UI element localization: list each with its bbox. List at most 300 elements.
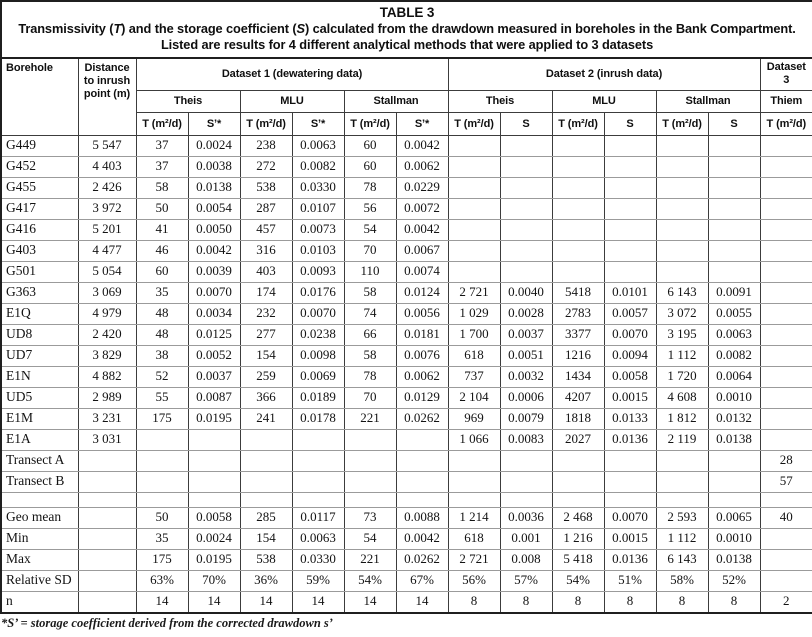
- table-cell: 2 468: [552, 508, 604, 529]
- table-cell: [760, 220, 812, 241]
- table-cell: 221: [344, 550, 396, 571]
- table-cell: 0.0238: [292, 325, 344, 346]
- table-cell: 287: [240, 199, 292, 220]
- header-unit-s: S: [604, 113, 656, 136]
- table-row: [1, 430, 812, 451]
- table-cell: 57%: [500, 571, 552, 592]
- header-unit-t: T (m²/d): [760, 113, 812, 136]
- table-cell: 0.0070: [292, 304, 344, 325]
- table-cell: [604, 493, 656, 508]
- table-cell: 5 054: [78, 262, 136, 283]
- table-cell: 0.0107: [292, 199, 344, 220]
- table-cell: [500, 451, 552, 472]
- table-cell: 0.0262: [396, 409, 448, 430]
- table-row: [1, 220, 812, 241]
- table-cell: [604, 199, 656, 220]
- table-cell: 0.0042: [188, 241, 240, 262]
- title-row: [1, 1, 812, 58]
- table-cell: 58%: [656, 571, 708, 592]
- table-row: [1, 325, 812, 346]
- table-cell: 0.0124: [396, 283, 448, 304]
- table-cell: 0.008: [500, 550, 552, 571]
- table-cell: 73: [344, 508, 396, 529]
- header-distance: Distance to inrush point (m): [78, 58, 136, 136]
- table-cell: 8: [552, 592, 604, 613]
- table-cell: 0.0136: [604, 430, 656, 451]
- table-cell: [188, 451, 240, 472]
- table-cell: [760, 550, 812, 571]
- table-cell: 0.0042: [396, 220, 448, 241]
- table-cell: 2 721: [448, 550, 500, 571]
- table-cell: 0.0330: [292, 550, 344, 571]
- table-cell: 2 426: [78, 178, 136, 199]
- table-cell: 0.0103: [292, 241, 344, 262]
- table-cell: 241: [240, 409, 292, 430]
- table-cell: 0.0063: [292, 529, 344, 550]
- table-cell: [448, 241, 500, 262]
- table-cell: 0.0132: [708, 409, 760, 430]
- table-cell: 8: [708, 592, 760, 613]
- row-label: G363: [1, 283, 78, 304]
- table-cell: 48: [136, 325, 188, 346]
- table-cell: 737: [448, 367, 500, 388]
- table-cell: 14: [188, 592, 240, 613]
- table-cell: 56%: [448, 571, 500, 592]
- table-cell: [78, 451, 136, 472]
- table-cell: 0.0070: [604, 325, 656, 346]
- table-cell: [500, 178, 552, 199]
- table-cell: [78, 571, 136, 592]
- caption-symbol-T: T: [113, 21, 122, 37]
- table-cell: [656, 472, 708, 493]
- table-cell: [552, 199, 604, 220]
- table-cell: 1 812: [656, 409, 708, 430]
- table-cell: 0.0042: [396, 136, 448, 157]
- table-cell: [552, 157, 604, 178]
- table-cell: 8: [500, 592, 552, 613]
- table-cell: 1 214: [448, 508, 500, 529]
- table-row: [1, 571, 812, 592]
- table-row: [1, 346, 812, 367]
- header-method-theis-d2: Theis: [448, 91, 552, 113]
- table-cell: [760, 367, 812, 388]
- table-cell: 14: [240, 592, 292, 613]
- table-cell: 28: [760, 451, 812, 472]
- table-cell: 0.0138: [708, 550, 760, 571]
- table-cell: [396, 472, 448, 493]
- table-cell: 0.0176: [292, 283, 344, 304]
- row-label: Min: [1, 529, 78, 550]
- table-cell: 110: [344, 262, 396, 283]
- table-cell: [78, 493, 136, 508]
- table-cell: 0.0067: [396, 241, 448, 262]
- table-cell: 35: [136, 529, 188, 550]
- table-cell: [760, 346, 812, 367]
- table-cell: [552, 220, 604, 241]
- table-cell: [240, 472, 292, 493]
- table-title-block: [1, 1, 812, 58]
- table-cell: 0.0076: [396, 346, 448, 367]
- header-method-stallman-d2: Stallman: [656, 91, 760, 113]
- table-row: [1, 367, 812, 388]
- table-cell: 0.0024: [188, 136, 240, 157]
- table-cell: [656, 262, 708, 283]
- table-cell: [708, 493, 760, 508]
- table-cell: 0.0006: [500, 388, 552, 409]
- table-cell: [136, 430, 188, 451]
- table-cell: 0.0079: [500, 409, 552, 430]
- table-cell: 154: [240, 529, 292, 550]
- table-cell: 0.0037: [188, 367, 240, 388]
- table-cell: 48: [136, 304, 188, 325]
- table-cell: 285: [240, 508, 292, 529]
- header-unit-s: S: [500, 113, 552, 136]
- table-cell: [500, 220, 552, 241]
- table-cell: 1 700: [448, 325, 500, 346]
- table-cell: [448, 451, 500, 472]
- table-cell: 0.0072: [396, 199, 448, 220]
- table-cell: 0.0010: [708, 388, 760, 409]
- table-cell: 259: [240, 367, 292, 388]
- table-cell: 3 069: [78, 283, 136, 304]
- row-label: Transect B: [1, 472, 78, 493]
- table-cell: [760, 325, 812, 346]
- table-cell: 3 195: [656, 325, 708, 346]
- table-cell: 67%: [396, 571, 448, 592]
- table-cell: 38: [136, 346, 188, 367]
- row-label: G416: [1, 220, 78, 241]
- table-cell: 0.0062: [396, 367, 448, 388]
- table-cell: [604, 451, 656, 472]
- table-cell: [708, 157, 760, 178]
- table-cell: 1 029: [448, 304, 500, 325]
- row-label: G403: [1, 241, 78, 262]
- table-cell: [448, 199, 500, 220]
- table-cell: 0.0069: [292, 367, 344, 388]
- header-dataset1: Dataset 1 (dewatering data): [136, 58, 448, 91]
- table-cell: [760, 178, 812, 199]
- table-cell: 8: [604, 592, 656, 613]
- table-cell: [708, 451, 760, 472]
- table-cell: 0.0028: [500, 304, 552, 325]
- header-method-theis-d1: Theis: [136, 91, 240, 113]
- table-cell: 174: [240, 283, 292, 304]
- table-cell: 0.0091: [708, 283, 760, 304]
- table-cell: [448, 220, 500, 241]
- table-cell: 1434: [552, 367, 604, 388]
- table-row: [1, 136, 812, 157]
- table-cell: [136, 451, 188, 472]
- table-cell: 0.0195: [188, 409, 240, 430]
- table-cell: 54%: [344, 571, 396, 592]
- table-cell: 74: [344, 304, 396, 325]
- table-cell: [78, 550, 136, 571]
- table-cell: 0.0138: [708, 430, 760, 451]
- table-cell: 0.0064: [708, 367, 760, 388]
- table-cell: 4 979: [78, 304, 136, 325]
- table-cell: [604, 262, 656, 283]
- table-cell: 0.0042: [396, 529, 448, 550]
- table-cell: 175: [136, 409, 188, 430]
- header-unit-t: T (m²/d): [656, 113, 708, 136]
- table-cell: [396, 493, 448, 508]
- table-cell: [760, 409, 812, 430]
- row-label: UD8: [1, 325, 78, 346]
- table-row: [1, 451, 812, 472]
- table-cell: 56: [344, 199, 396, 220]
- header-unit-t: T (m²/d): [552, 113, 604, 136]
- table-cell: [396, 430, 448, 451]
- table-cell: [344, 430, 396, 451]
- table-cell: 4 403: [78, 157, 136, 178]
- table-cell: 54%: [552, 571, 604, 592]
- table-cell: 0.0129: [396, 388, 448, 409]
- table-cell: 0.0039: [188, 262, 240, 283]
- table-cell: 0.0181: [396, 325, 448, 346]
- table-cell: [604, 178, 656, 199]
- table-cell: [500, 136, 552, 157]
- table-cell: 78: [344, 178, 396, 199]
- table-cell: [604, 472, 656, 493]
- row-label: E1Q: [1, 304, 78, 325]
- table-cell: [552, 136, 604, 157]
- table-cell: 0.0125: [188, 325, 240, 346]
- table-row: [1, 241, 812, 262]
- table-cell: 4 882: [78, 367, 136, 388]
- table-cell: 55: [136, 388, 188, 409]
- table-cell: [78, 592, 136, 613]
- table-cell: 46: [136, 241, 188, 262]
- table-cell: 58: [136, 178, 188, 199]
- row-label: n: [1, 592, 78, 613]
- table-cell: [500, 241, 552, 262]
- header-group-row: [1, 58, 812, 91]
- row-label: E1M: [1, 409, 78, 430]
- table-cell: [656, 178, 708, 199]
- table-cell: 316: [240, 241, 292, 262]
- table-cell: [292, 430, 344, 451]
- table-cell: 14: [344, 592, 396, 613]
- header-unit-t: T (m²/d): [448, 113, 500, 136]
- table-cell: [78, 529, 136, 550]
- table-cell: 403: [240, 262, 292, 283]
- table-cell: 37: [136, 136, 188, 157]
- table-cell: 70%: [188, 571, 240, 592]
- table-cell: 1 216: [552, 529, 604, 550]
- table-cell: 3377: [552, 325, 604, 346]
- table-cell: 0.0058: [604, 367, 656, 388]
- table-cell: 0.0058: [188, 508, 240, 529]
- table-cell: [448, 493, 500, 508]
- table-cell: [760, 493, 812, 508]
- table-cell: [604, 136, 656, 157]
- table-cell: [500, 199, 552, 220]
- table-cell: 0.0133: [604, 409, 656, 430]
- table-cell: 0.0050: [188, 220, 240, 241]
- table-cell: 0.0015: [604, 529, 656, 550]
- table-cell: [292, 451, 344, 472]
- caption-text: Transmissivity (: [18, 21, 114, 37]
- table-cell: [292, 493, 344, 508]
- table-cell: 3 031: [78, 430, 136, 451]
- table-cell: [656, 220, 708, 241]
- table-cell: 0.0015: [604, 388, 656, 409]
- header-borehole: Borehole: [1, 58, 78, 136]
- row-label: G452: [1, 157, 78, 178]
- table-cell: 2 420: [78, 325, 136, 346]
- table-cell: [760, 388, 812, 409]
- header-dataset3: Dataset 3: [760, 58, 812, 91]
- table-cell: [552, 241, 604, 262]
- table-cell: 5 547: [78, 136, 136, 157]
- table-cell: 3 231: [78, 409, 136, 430]
- table-cell: [656, 199, 708, 220]
- table-cell: [188, 472, 240, 493]
- row-label: E1N: [1, 367, 78, 388]
- table-cell: 969: [448, 409, 500, 430]
- table-cell: 4 608: [656, 388, 708, 409]
- table-cell: 52: [136, 367, 188, 388]
- table-cell: 70: [344, 241, 396, 262]
- table-cell: 238: [240, 136, 292, 157]
- table-row: [1, 472, 812, 493]
- table-cell: 272: [240, 157, 292, 178]
- table-cell: [760, 199, 812, 220]
- table-row: [1, 550, 812, 571]
- header-method-mlu-d1: MLU: [240, 91, 344, 113]
- table-cell: 6 143: [656, 550, 708, 571]
- table-cell: 0.0074: [396, 262, 448, 283]
- table-cell: 0.0024: [188, 529, 240, 550]
- table-cell: 2 119: [656, 430, 708, 451]
- table-cell: 54: [344, 220, 396, 241]
- table-cell: [708, 199, 760, 220]
- table-cell: [344, 472, 396, 493]
- header-unit-t: T (m²/d): [240, 113, 292, 136]
- table-cell: 8: [656, 592, 708, 613]
- table-cell: 60: [344, 136, 396, 157]
- table-row: [1, 304, 812, 325]
- table-cell: [78, 508, 136, 529]
- table-cell: 0.0262: [396, 550, 448, 571]
- table-cell: [500, 157, 552, 178]
- table-cell: 57: [760, 472, 812, 493]
- table-cell: [500, 262, 552, 283]
- table-cell: [656, 157, 708, 178]
- row-label: UD7: [1, 346, 78, 367]
- footnote: *S’ = storage coefficient derived from the corrected drawdown s’: [1, 615, 333, 630]
- table-cell: 2027: [552, 430, 604, 451]
- header-unit-s: S’*: [188, 113, 240, 136]
- table-cell: 37: [136, 157, 188, 178]
- table-cell: 538: [240, 550, 292, 571]
- table-cell: 14: [396, 592, 448, 613]
- table-cell: [552, 493, 604, 508]
- table-cell: 618: [448, 346, 500, 367]
- table-cell: 0.0063: [292, 136, 344, 157]
- table-cell: 0.0051: [500, 346, 552, 367]
- table-cell: 4207: [552, 388, 604, 409]
- table-cell: [656, 493, 708, 508]
- row-label: UD5: [1, 388, 78, 409]
- table-cell: 221: [344, 409, 396, 430]
- table-cell: 0.0034: [188, 304, 240, 325]
- table-cell: 1 720: [656, 367, 708, 388]
- row-label: G501: [1, 262, 78, 283]
- table-row: [1, 409, 812, 430]
- table-cell: 0.0062: [396, 157, 448, 178]
- table-cell: 66: [344, 325, 396, 346]
- spacer-row: [1, 493, 812, 508]
- table-cell: [552, 472, 604, 493]
- table-cell: 0.0070: [188, 283, 240, 304]
- table-cell: [760, 529, 812, 550]
- table-cell: 0.0056: [396, 304, 448, 325]
- table-cell: 0.0082: [292, 157, 344, 178]
- header-dataset2: Dataset 2 (inrush data): [448, 58, 760, 91]
- table-cell: [656, 136, 708, 157]
- table-cell: 60: [136, 262, 188, 283]
- table-cell: [448, 178, 500, 199]
- table-number: TABLE 3: [379, 5, 435, 20]
- header-method-stallman-d1: Stallman: [344, 91, 448, 113]
- table-cell: [656, 451, 708, 472]
- table-cell: 0.0195: [188, 550, 240, 571]
- table-cell: 4 477: [78, 241, 136, 262]
- table-cell: 54: [344, 529, 396, 550]
- table-row: [1, 508, 812, 529]
- table-cell: 0.0038: [188, 157, 240, 178]
- table-cell: 5 418: [552, 550, 604, 571]
- table-cell: 58: [344, 283, 396, 304]
- table-cell: 0.0070: [604, 508, 656, 529]
- table-cell: 0.0054: [188, 199, 240, 220]
- table-cell: 58: [344, 346, 396, 367]
- table-cell: 1 112: [656, 346, 708, 367]
- row-label: Transect A: [1, 451, 78, 472]
- table-cell: [448, 136, 500, 157]
- table-cell: 70: [344, 388, 396, 409]
- table-cell: 41: [136, 220, 188, 241]
- table-cell: 457: [240, 220, 292, 241]
- table-cell: 35: [136, 283, 188, 304]
- table-cell: 0.001: [500, 529, 552, 550]
- table-row: [1, 592, 812, 613]
- table-cell: [604, 241, 656, 262]
- table-cell: 0.0094: [604, 346, 656, 367]
- table-cell: [188, 493, 240, 508]
- row-label: G417: [1, 199, 78, 220]
- table-cell: 6 143: [656, 283, 708, 304]
- table-cell: 1 066: [448, 430, 500, 451]
- table-cell: [708, 220, 760, 241]
- table-cell: 0.0189: [292, 388, 344, 409]
- header-unit-s: S’*: [396, 113, 448, 136]
- table-cell: 2 989: [78, 388, 136, 409]
- table-cell: [188, 430, 240, 451]
- table-cell: 0.0136: [604, 550, 656, 571]
- caption-symbol-S: S: [296, 21, 305, 37]
- row-label: [1, 493, 78, 508]
- table-cell: 154: [240, 346, 292, 367]
- table-cell: 0.0098: [292, 346, 344, 367]
- table-cell: 0.0040: [500, 283, 552, 304]
- table-cell: 0.0093: [292, 262, 344, 283]
- table-row: [1, 388, 812, 409]
- table-cell: [760, 571, 812, 592]
- table-cell: 0.0073: [292, 220, 344, 241]
- row-label: G455: [1, 178, 78, 199]
